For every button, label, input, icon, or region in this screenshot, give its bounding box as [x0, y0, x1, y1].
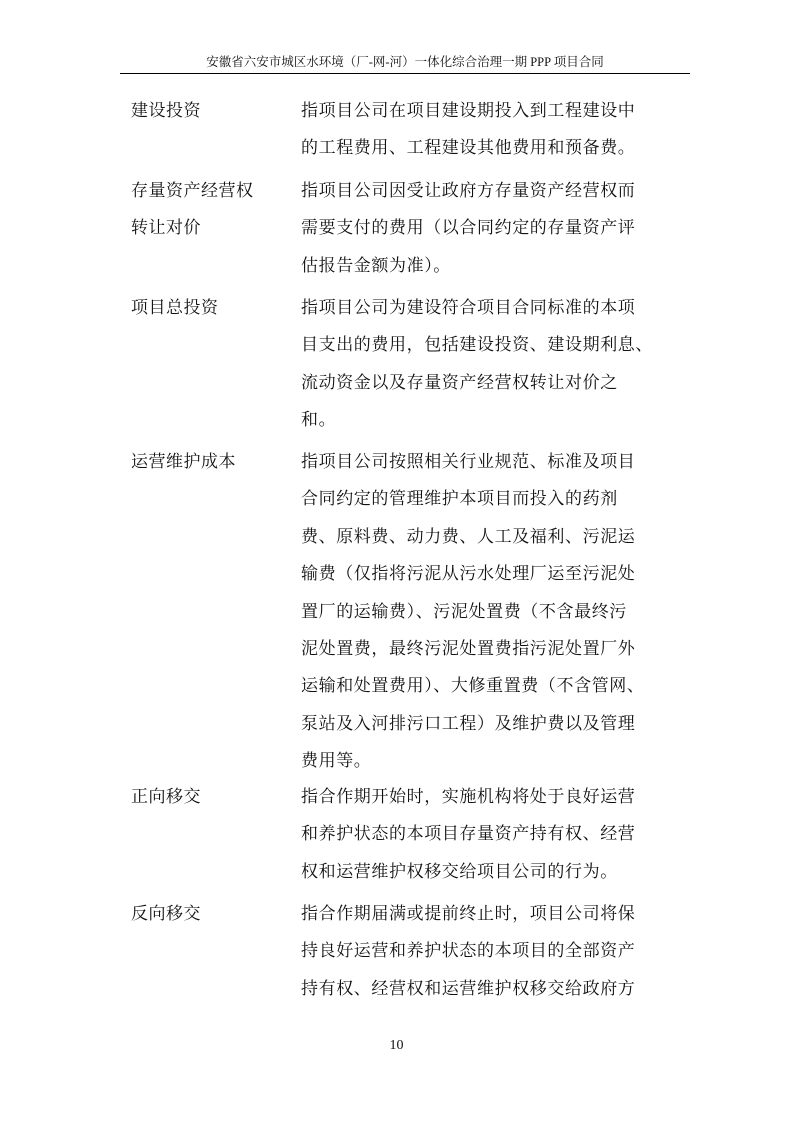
term-forward-transfer: 正向移交: [131, 787, 201, 807]
definition-line: 置厂的运输费）、污泥处置费（不含最终污: [301, 601, 627, 622]
term-total-project-investment: 项目总投资: [131, 298, 219, 318]
definition-line: 指项目公司因受让政府方存量资产经营权而: [301, 181, 636, 201]
definition-line: 泥处置费，最终污泥处置费指污泥处置厂外: [301, 639, 636, 660]
definition-line: 持有权、经营权和运营维护权移交给政府方: [301, 978, 636, 999]
header-rule: [120, 73, 690, 74]
term-line: 转让对价: [131, 218, 201, 238]
term-construction-investment: 建设投资: [131, 101, 201, 121]
running-header: 安徽省六安市城区水环境（厂-网-河）一体化综合治理一期 PPP 项目合同: [206, 55, 604, 69]
definition-line: 泵站及入河排污口工程）及维护费以及管理: [301, 713, 636, 734]
definition-line: 的工程费用、工程建设其他费用和预备费。: [301, 138, 636, 159]
definition-forward-transfer: [301, 779, 671, 891]
definition-line: 持良好运营和养护状态的本项目的全部资产: [301, 941, 636, 962]
definition-reverse-transfer: [301, 896, 671, 1008]
definition-operation-maintenance-cost: [301, 444, 671, 781]
definition-total-project-investment: [301, 290, 671, 440]
definition-line: 权和运营维护权移交给项目公司的行为。: [301, 861, 618, 882]
definition-line: 输费（仅指将污泥从污水处理厂运至污泥处: [301, 564, 636, 585]
definition-construction-investment: [301, 93, 671, 168]
definition-line: 指项目公司按照相关行业规范、标准及项目: [301, 452, 636, 472]
definition-line: 估报告金额为准）。: [301, 255, 451, 276]
definition-line: 目支出的费用，包括建设投资、建设期利息、: [301, 335, 653, 356]
term-existing-asset-transfer-price: [131, 173, 291, 247]
definition-line: 需要支付的费用（以合同约定的存量资产评: [301, 218, 636, 239]
term-line: 存量资产经营权: [131, 181, 254, 201]
definition-line: 指合作期开始时，实施机构将处于良好运营: [301, 787, 636, 807]
definition-line: 和养护状态的本项目存量资产持有权、经营: [301, 824, 636, 845]
definition-existing-asset-transfer-price: [301, 173, 671, 285]
page-number: 10: [389, 1038, 404, 1053]
definition-line: 指项目公司在项目建设期投入到工程建设中: [301, 101, 636, 121]
definition-line: 指项目公司为建设符合项目合同标准的本项: [301, 298, 636, 318]
term-operation-maintenance-cost: 运营维护成本: [131, 452, 236, 472]
term-reverse-transfer: 反向移交: [131, 904, 201, 924]
definition-line: 流动资金以及存量资产经营权转让对价之: [301, 372, 618, 393]
definition-line: 费用等。: [301, 751, 372, 772]
definition-line: 和。: [301, 410, 337, 431]
definition-line: 运输和处置费用）、大修重置费（不含管网、: [301, 676, 645, 697]
definition-line: 费、原料费、动力费、人工及福利、污泥运: [301, 526, 636, 547]
definition-line: 指合作期届满或提前终止时，项目公司将保: [301, 904, 636, 924]
definition-line: 合同约定的管理维护本项目而投入的药剂: [301, 489, 618, 510]
